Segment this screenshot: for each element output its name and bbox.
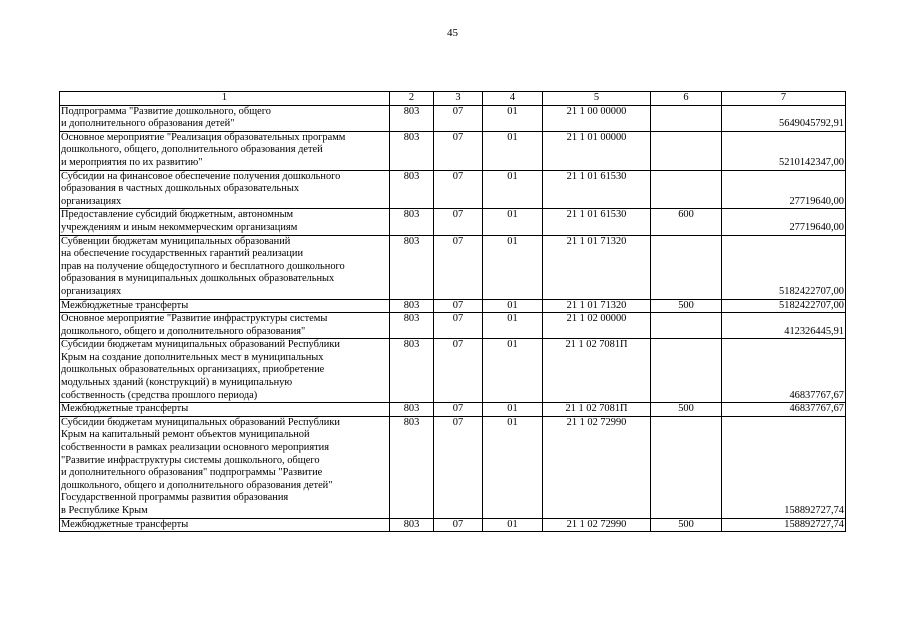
cell-column-4: 01: [483, 313, 543, 339]
cell-column-5: 21 1 01 61530: [543, 170, 651, 209]
cell-column-2: 803: [390, 416, 434, 518]
column-header: 3: [434, 92, 483, 106]
cell-column-5: 21 1 01 61530: [543, 209, 651, 235]
cell-column-4: 01: [483, 235, 543, 299]
cell-column-5: 21 1 02 00000: [543, 313, 651, 339]
column-header: 1: [60, 92, 390, 106]
budget-table: [59, 91, 846, 532]
table-row: [60, 131, 846, 170]
cell-name: Межбюджетные трансферты: [60, 299, 390, 313]
cell-column-5: 21 1 02 7081П: [543, 339, 651, 403]
cell-column-3: 07: [434, 518, 483, 532]
column-header: 2: [390, 92, 434, 106]
cell-column-5: 21 1 02 72990: [543, 518, 651, 532]
cell-amount: 5649045792,91: [722, 105, 846, 131]
cell-column-5: 21 1 02 7081П: [543, 403, 651, 417]
table-row: [60, 313, 846, 339]
cell-column-2: 803: [390, 403, 434, 417]
cell-amount: 46837767,67: [722, 403, 846, 417]
cell-name: Основное мероприятие "Развитие инфраструктуры системы дошкольного, общего и дополнительного образования": [60, 313, 390, 339]
cell-name: Подпрограмма "Развитие дошкольного, общего и дополнительного образования детей": [60, 105, 390, 131]
cell-column-6: 500: [651, 403, 722, 417]
table-row: [60, 170, 846, 209]
table-header-row: [60, 92, 846, 106]
cell-column-6: [651, 170, 722, 209]
cell-column-2: 803: [390, 299, 434, 313]
cell-column-6: [651, 416, 722, 518]
column-header: 7: [722, 92, 846, 106]
table-row: [60, 299, 846, 313]
cell-column-3: 07: [434, 403, 483, 417]
cell-column-5: 21 1 01 71320: [543, 235, 651, 299]
table-row: [60, 235, 846, 299]
cell-name: Субсидии бюджетам муниципальных образований Республики Крым на создание дополнительных мест в муниципальных дошкольных образовательных организациях, приобретение модульных зданий (конструкций) в муниципальную собственность (средства прошлого периода): [60, 339, 390, 403]
cell-amount: 158892727,74: [722, 518, 846, 532]
cell-column-6: [651, 313, 722, 339]
cell-column-6: [651, 131, 722, 170]
cell-column-2: 803: [390, 131, 434, 170]
cell-amount: 412326445,91: [722, 313, 846, 339]
table-row: [60, 339, 846, 403]
cell-column-3: 07: [434, 416, 483, 518]
cell-name: Субвенции бюджетам муниципальных образований на обеспечение государственных гарантий реализации прав на получение общедоступного и бесплатного дошкольного образования в муниципальных дошкольных образовательных организациях: [60, 235, 390, 299]
cell-amount: 5182422707,00: [722, 299, 846, 313]
cell-name: Предоставление субсидий бюджетным, автономным учреждениям и иным некоммерческим организациям: [60, 209, 390, 235]
cell-name: Основное мероприятие "Реализация образовательных программ дошкольного, общего, дополнительного образования детей и мероприятия по их развитию": [60, 131, 390, 170]
column-header: 5: [543, 92, 651, 106]
cell-column-2: 803: [390, 313, 434, 339]
cell-column-4: 01: [483, 170, 543, 209]
cell-column-6: 600: [651, 209, 722, 235]
cell-column-6: 500: [651, 299, 722, 313]
cell-amount: 158892727,74: [722, 416, 846, 518]
cell-column-3: 07: [434, 131, 483, 170]
table-row: [60, 416, 846, 518]
cell-column-3: 07: [434, 313, 483, 339]
cell-column-3: 07: [434, 170, 483, 209]
cell-column-3: 07: [434, 209, 483, 235]
cell-column-3: 07: [434, 235, 483, 299]
cell-column-6: [651, 105, 722, 131]
column-header: 4: [483, 92, 543, 106]
cell-name: Субсидии на финансовое обеспечение получения дошкольного образования в частных дошкольных образовательных организациях: [60, 170, 390, 209]
cell-name: Межбюджетные трансферты: [60, 518, 390, 532]
cell-amount: 27719640,00: [722, 170, 846, 209]
cell-column-3: 07: [434, 299, 483, 313]
cell-column-2: 803: [390, 170, 434, 209]
cell-column-4: 01: [483, 518, 543, 532]
cell-column-6: [651, 339, 722, 403]
cell-column-5: 21 1 00 00000: [543, 105, 651, 131]
table-row: [60, 209, 846, 235]
cell-amount: 5182422707,00: [722, 235, 846, 299]
cell-name: Субсидии бюджетам муниципальных образований Республики Крым на капитальный ремонт объектов муниципальной собственности в рамках реализации основного мероприятия "Развитие инфраструктуры системы дошкольного, общего и дополнительного образования" подпрограммы "Развитие дошкольного, общего и дополнительного образования детей" Государственной программы развития образования в Республике Крым: [60, 416, 390, 518]
cell-column-2: 803: [390, 518, 434, 532]
cell-column-4: 01: [483, 416, 543, 518]
cell-column-4: 01: [483, 131, 543, 170]
cell-column-4: 01: [483, 339, 543, 403]
cell-column-4: 01: [483, 299, 543, 313]
cell-column-2: 803: [390, 339, 434, 403]
table-row: [60, 105, 846, 131]
cell-column-3: 07: [434, 339, 483, 403]
cell-column-2: 803: [390, 209, 434, 235]
cell-column-5: 21 1 01 71320: [543, 299, 651, 313]
table-row: [60, 518, 846, 532]
cell-amount: 27719640,00: [722, 209, 846, 235]
cell-name: Межбюджетные трансферты: [60, 403, 390, 417]
cell-column-4: 01: [483, 209, 543, 235]
cell-column-5: 21 1 02 72990: [543, 416, 651, 518]
cell-column-2: 803: [390, 235, 434, 299]
cell-column-5: 21 1 01 00000: [543, 131, 651, 170]
cell-amount: 5210142347,00: [722, 131, 846, 170]
cell-column-3: 07: [434, 105, 483, 131]
cell-column-4: 01: [483, 105, 543, 131]
cell-column-6: 500: [651, 518, 722, 532]
cell-column-6: [651, 235, 722, 299]
cell-column-4: 01: [483, 403, 543, 417]
cell-column-2: 803: [390, 105, 434, 131]
column-header: 6: [651, 92, 722, 106]
table-row: [60, 403, 846, 417]
page-number: 45: [447, 27, 458, 39]
cell-amount: 46837767,67: [722, 339, 846, 403]
